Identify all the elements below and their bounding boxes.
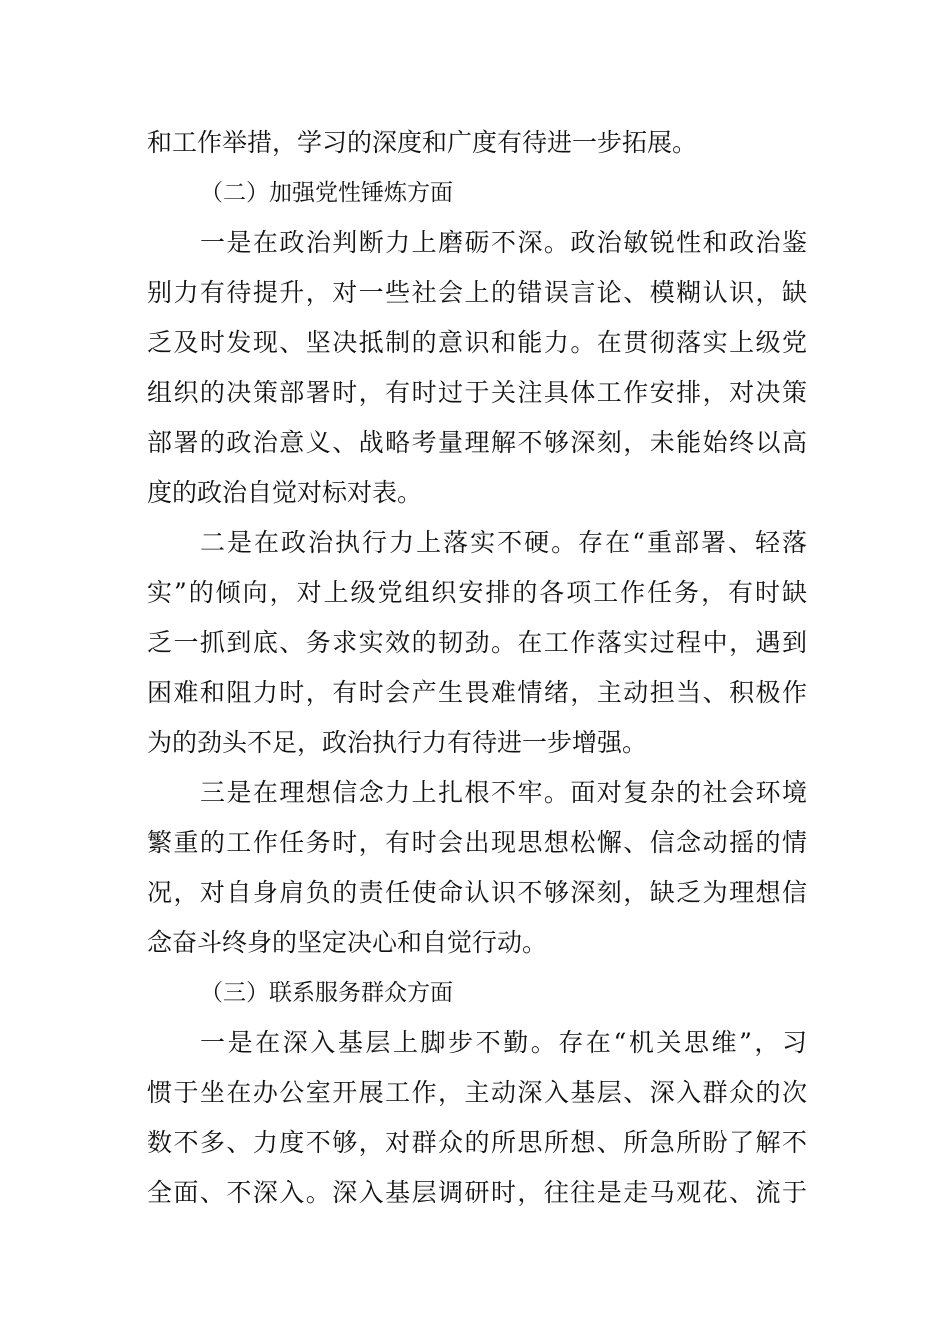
body-line: 数不多、力度不够，对群众的所思所想、所急所盼了解不 <box>147 1128 807 1157</box>
body-line: 困难和阻力时，有时会产生畏难情绪，主动担当、积极作 <box>147 678 807 707</box>
body-line: 惯于坐在办公室开展工作，主动深入基层、深入群众的次 <box>147 1078 807 1107</box>
section-heading-3: （三）联系服务群众方面 <box>200 980 453 1006</box>
body-line: 和工作举措，学习的深度和广度有待进一步拓展。 <box>147 128 698 157</box>
body-line: 乏及时发现、坚决抵制的意识和能力。在贯彻落实上级党 <box>147 328 807 357</box>
body-line: 念奋斗终身的坚定决心和自觉行动。 <box>147 928 548 957</box>
body-line: 别力有待提升，对一些社会上的错误言论、模糊认识，缺 <box>147 278 807 307</box>
body-line: 三是在理想信念力上扎根不牢。面对复杂的社会环境 <box>200 778 807 807</box>
body-line: 繁重的工作任务时，有时会出现思想松懈、信念动摇的情 <box>147 828 807 857</box>
body-line: 二是在政治执行力上落实不硬。存在“重部署、轻落 <box>200 528 807 557</box>
body-line: 一是在深入基层上脚步不勤。存在“机关思维”，习 <box>200 1028 807 1057</box>
section-heading-2: （二）加强党性锤炼方面 <box>200 180 453 206</box>
body-line: 实”的倾向，对上级党组织安排的各项工作任务，有时缺 <box>147 578 807 607</box>
body-line: 为的劲头不足，政治执行力有待进一步增强。 <box>147 728 648 757</box>
body-line: 度的政治自觉对标对表。 <box>147 478 423 507</box>
body-line: 部署的政治意义、战略考量理解不够深刻，未能始终以高 <box>147 428 807 457</box>
body-line: 一是在政治判断力上磨砺不深。政治敏锐性和政治鉴 <box>200 228 807 257</box>
body-line: 全面、不深入。深入基层调研时，往往是走马观花、流于 <box>147 1178 807 1207</box>
body-line: 况，对自身肩负的责任使命认识不够深刻，缺乏为理想信 <box>147 878 807 907</box>
body-line: 组织的决策部署时，有时过于关注具体工作安排，对决策 <box>147 378 807 407</box>
body-line: 乏一抓到底、务求实效的韧劲。在工作落实过程中，遇到 <box>147 628 807 657</box>
